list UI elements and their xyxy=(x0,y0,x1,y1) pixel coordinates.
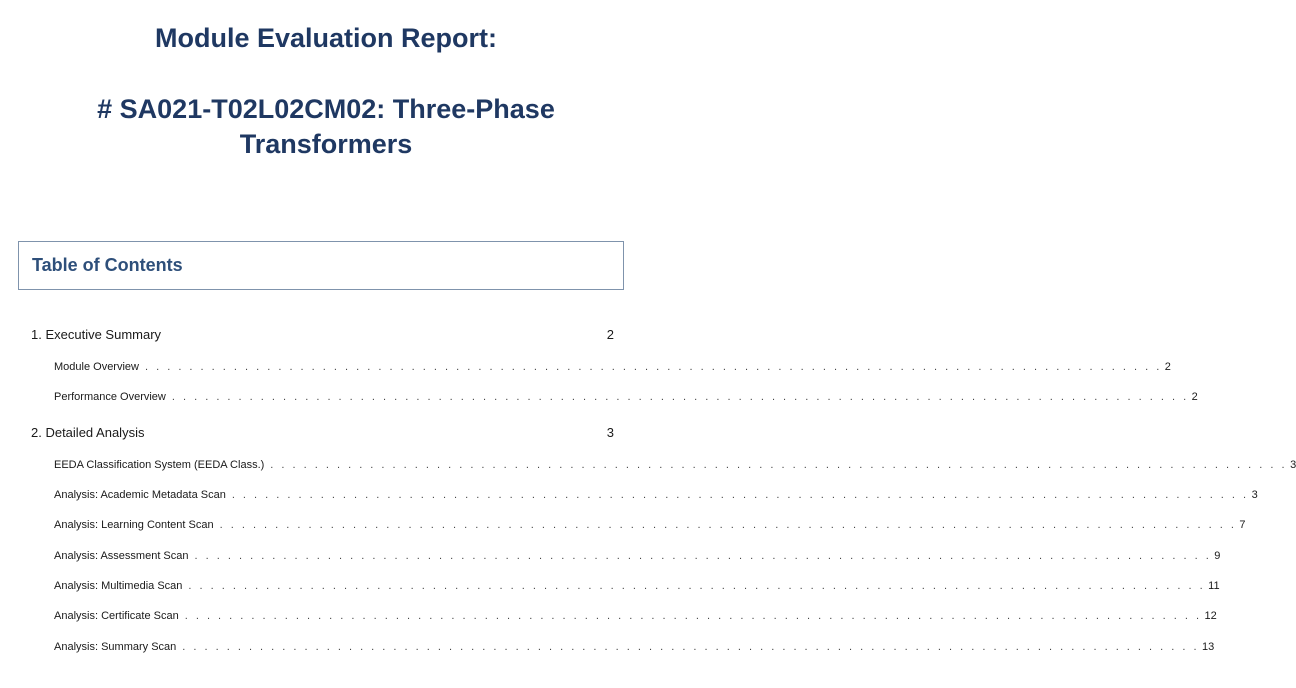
toc-leader: . . . . . . . . . . . . . . . . . . . . . . . . . . . . . . . . . . . . . . . . . . . . . . . . . . . . . . . . . . . . . . . . . . . . . . . . . . . . . . . . . . . . . . . . . . . . xyxy=(171,391,1189,403)
module-title-line-2: Transformers xyxy=(239,129,413,159)
toc-entry-page: 2 xyxy=(1191,391,1198,403)
toc-entry-label: Analysis: Multimedia Scan xyxy=(54,580,183,592)
module-title-line-1: # SA021-T02L02CM02: Three-Phase xyxy=(97,94,555,124)
toc-entry-assessment-scan[interactable] xyxy=(54,550,1221,562)
toc-leader: . . . . . . . . . . . . . . . . . . . . . . . . . . . . . . . . . . . . . . . . . . . . . . . . . . . . . . . . . . . . . . . . . . . . . . . . . . . . . . . . . . . . . . . . . . . . xyxy=(144,361,1162,373)
toc-entry-learning-content-scan[interactable] xyxy=(54,519,1246,531)
toc-entry-executive-summary[interactable] xyxy=(31,327,614,342)
toc-leader: . . . . . . . . . . . . . . . . . . . . . . . . . . . . . . . . . . . . . . . . . . . . . . . . . . . . . . . . . . . . . . . . . . . . . . . . . . . . . . . . . . . . . . . . . . . . xyxy=(182,641,1200,653)
toc-entry-summary-scan[interactable] xyxy=(54,641,1215,653)
toc-entry-multimedia-scan[interactable] xyxy=(54,580,1220,592)
toc-entry-page: 2 xyxy=(606,327,614,342)
toc-entry-page: 3 xyxy=(1290,459,1296,471)
toc-entry-page: 3 xyxy=(1251,489,1258,501)
toc-leader: . . . . . . . . . . . . . . . . . . . . . . . . . . . . . . . . . . . . . . . . . . . . . . . . . . . . . . . . . . . . . . . . . . . . . . . . . . . . . . . . . . . . . . . . . . . . xyxy=(188,580,1206,592)
toc-entry-label: Analysis: Learning Content Scan xyxy=(54,519,214,531)
toc-entry-module-overview[interactable] xyxy=(54,361,1171,373)
toc-entry-label: 1. Executive Summary xyxy=(31,327,162,342)
toc-entry-certificate-scan[interactable] xyxy=(54,610,1217,622)
toc-entry-label: Performance Overview xyxy=(54,391,166,403)
toc-entry-performance-overview[interactable] xyxy=(54,391,1198,403)
toc-entry-page: 3 xyxy=(606,425,614,440)
toc-entry-eeda-classification[interactable] xyxy=(54,459,1296,471)
report-title xyxy=(0,22,652,54)
toc-heading: Table of Contents xyxy=(32,255,183,275)
toc-heading-box xyxy=(18,241,624,290)
toc-entry-detailed-analysis[interactable] xyxy=(31,425,614,440)
toc-entry-label: 2. Detailed Analysis xyxy=(31,425,145,440)
toc-entry-label: Analysis: Certificate Scan xyxy=(54,610,179,622)
toc-leader: . . . . . . . . . . . . . . . . . . . . . . . . . . . . . . . . . . . . . . . . . . . . . . . . . . . . . . . . . . . . . . . . . . . . . . . . . . . . . . . . . . . . . . . . . . . . xyxy=(219,519,1237,531)
toc-entry-label: Module Overview xyxy=(54,361,139,373)
report-title-text: Module Evaluation Report: xyxy=(154,23,497,53)
toc-entry-label: Analysis: Academic Metadata Scan xyxy=(54,489,226,501)
toc-leader: . . . . . . . . . . . . . . . . . . . . . . . . . . . . . . . . . . . . . . . . . . . . . . . . . . . . . . . . . . . . . . . . . . . . . . . . . . . . . . . . . . . . . . . . . . . . xyxy=(194,550,1212,562)
toc-entry-label: Analysis: Summary Scan xyxy=(54,641,177,653)
toc-entry-academic-metadata-scan[interactable] xyxy=(54,489,1258,501)
toc-entry-page: 13 xyxy=(1202,641,1215,653)
toc-leader: . . . . . . . . . . . . . . . . . . . . . . . . . . . . . . . . . . . . . . . . . . . . . . . . . . . . . . . . . . . . . . . . . . . . . . . . . . . . . . . . . . . . . . . . . . . . xyxy=(231,489,1249,501)
toc-entry-page: 12 xyxy=(1204,610,1217,622)
toc-entry-page: 11 xyxy=(1208,580,1220,592)
toc-entry-page: 9 xyxy=(1214,550,1221,562)
toc-leader: . . . . . . . . . . . . . . . . . . . . . . . . . . . . . . . . . . . . . . . . . . . . . . . . . . . . . . . . . . . . . . . . . . . . . . . . . . . . . . . . . . . . . . . . . . . . xyxy=(270,459,1288,471)
toc-entry-label: EEDA Classification System (EEDA Class.) xyxy=(54,459,265,471)
toc-leader: . . . . . . . . . . . . . . . . . . . . . . . . . . . . . . . . . . . . . . . . . . . . . . . . . . . . . . . . . . . . . . . . . . . . . . . . . . . . . . . . . . . . . . . . . . . . xyxy=(184,610,1202,622)
toc-entry-page: 2 xyxy=(1164,361,1171,373)
toc-entry-page: 7 xyxy=(1239,519,1246,531)
module-title xyxy=(0,92,652,162)
toc-entry-label: Analysis: Assessment Scan xyxy=(54,550,189,562)
